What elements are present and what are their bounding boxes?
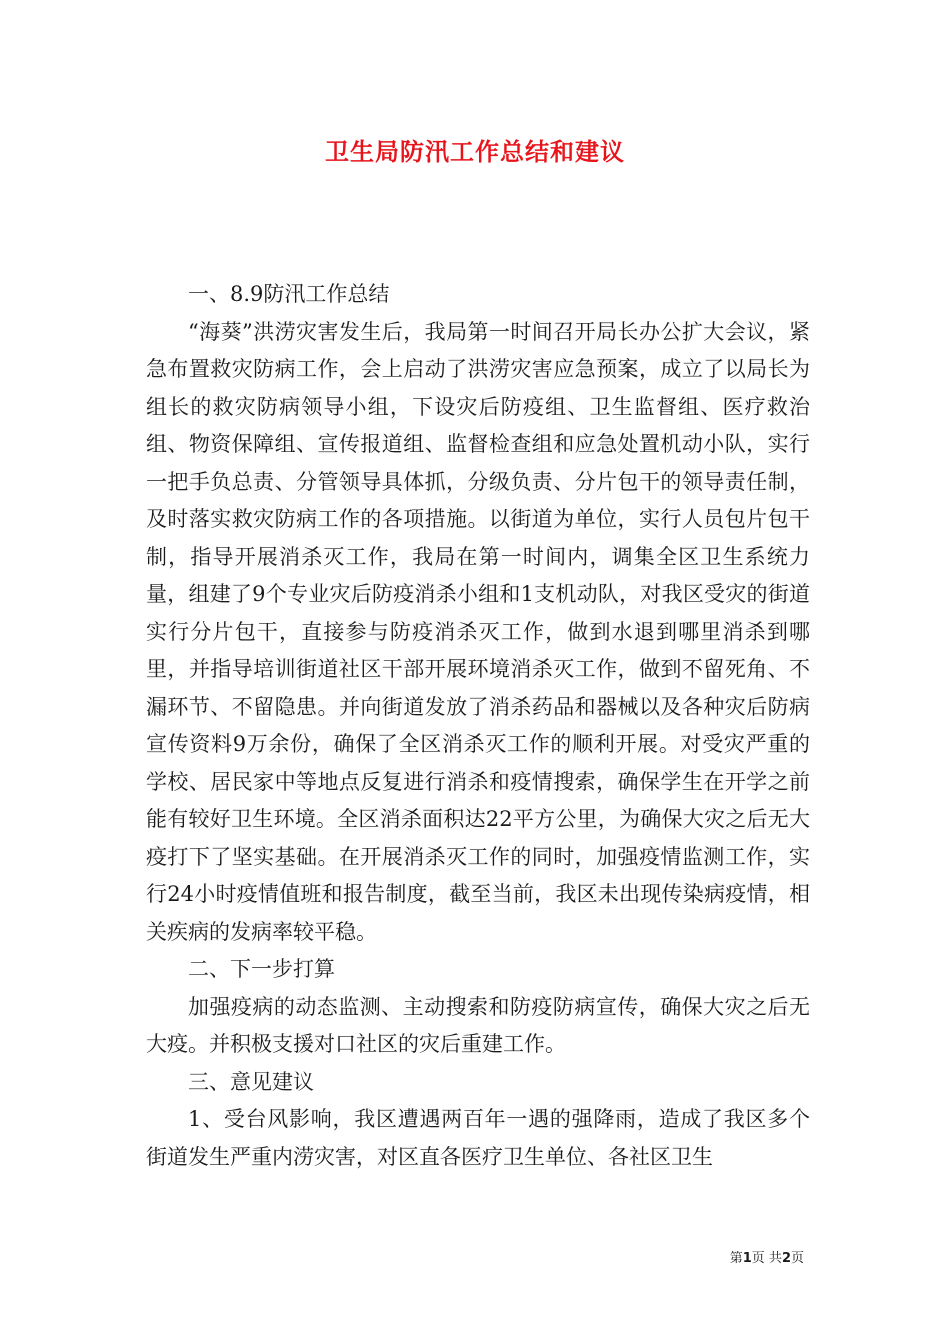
page-number-footer: [730, 1247, 804, 1266]
footer-suffix: 页: [790, 1251, 804, 1266]
paragraph-summary-body: “海葵”洪涝灾害发生后，我局第一时间召开局长办公扩大会议，紧急布置救灾防病工作，会上启动了洪涝灾害应急预案，成立了以局长为组长的救灾防病领导小组，下设灾后防疫组、卫生监督组、医疗救治组、物资保障组、宣传报道组、监督检查组和应急处置机动小队，实行一把手负总责、分管领导具体抓，分级负责、分片包干的领导责任制，及时落实救灾防病工作的各项措施。以街道为单位，实行人员包片包干制，指导开展消杀灭工作，我局在第一时间内，调集全区卫生系统力量，组建了9个专业灾后防疫消杀小组和1支机动队，对我区受灾的街道实行分片包干，直接参与防疫消杀灭工作，做到水退到哪里消杀到哪里，并指导培训街道社区干部开展环境消杀灭工作，做到不留死角、不漏环节、不留隐患。并向街道发放了消杀药品和器械以及各种灾后防病宣传资料9万余份，确保了全区消杀灭工作的顺利开展。对受灾严重的学校、居民家中等地点反复进行消杀和疫情搜索，确保学生在开学之前能有较好卫生环境。全区消杀面积达22平方公里，为确保大灾之后无大疫打下了坚实基础。在开展消杀灭工作的同时，加强疫情监测工作，实行24小时疫情值班和报告制度，截至当前，我区未出现传染病疫情，相关疾病的发病率较平稳。: [146, 319, 810, 944]
footer-prefix: 第: [729, 1251, 743, 1266]
document-body: [146, 276, 810, 1176]
section-heading-next-steps: 二、下一步打算: [188, 957, 335, 981]
paragraph-next-steps-body: 加强疫病的动态监测、主动搜索和防疫防病宣传，确保大灾之后无大疫。并积极支援对口社区的灾后重建工作。: [146, 994, 810, 1056]
document-title: 卫生局防汛工作总结和建议: [325, 137, 625, 166]
section-heading-summary: 一、8.9防汛工作总结: [188, 282, 390, 306]
footer-middle: 页 共: [751, 1251, 782, 1266]
total-pages-number: 2: [781, 1251, 791, 1266]
paragraph-suggestion-1: 1、受台风影响，我区遭遇两百年一遇的强降雨，造成了我区多个街道发生严重内涝灾害，对区直各医疗卫生单位、各社区卫生: [146, 1107, 810, 1169]
current-page-number: 1: [742, 1251, 752, 1266]
section-heading-suggestions: 三、意见建议: [188, 1069, 314, 1094]
